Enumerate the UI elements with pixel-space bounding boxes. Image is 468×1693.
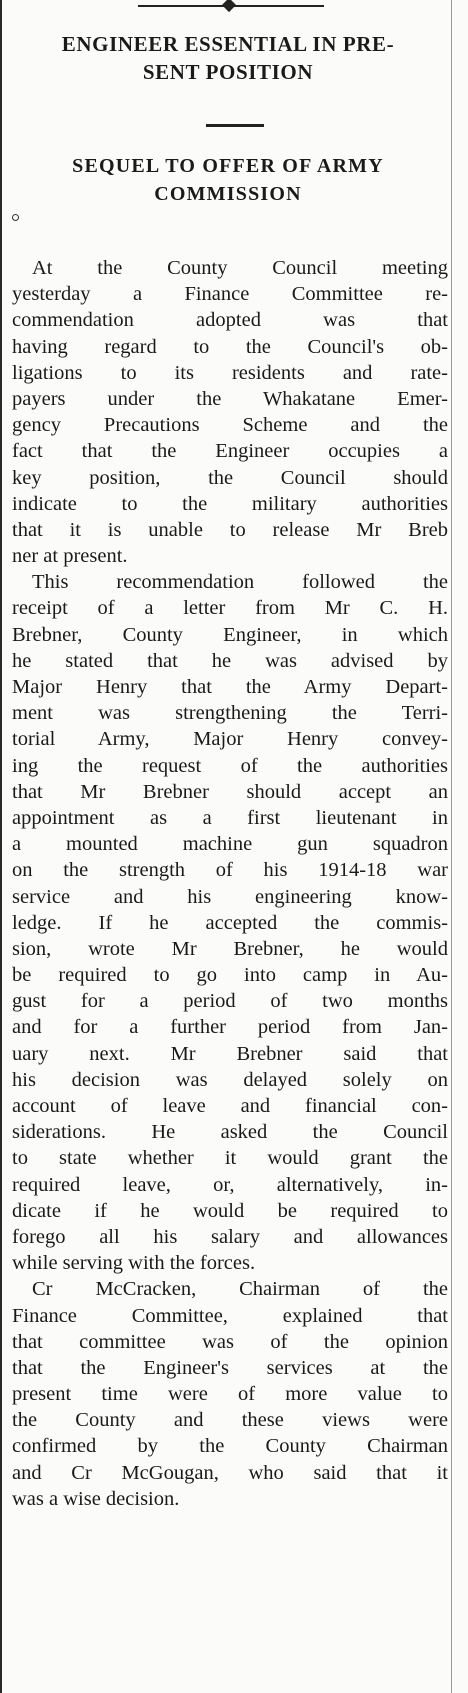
paragraph-line: payers under the Whakatane Emer- [12, 387, 448, 410]
paragraph-line: key position, the Council should [12, 466, 448, 489]
paragraph-line: confirmed by the County Chairman [12, 1435, 448, 1458]
paragraph-line: siderations. He asked the Council [12, 1121, 448, 1144]
paragraph-line: Brebner, County Engineer, in which [12, 623, 448, 646]
paragraph-line: fact that the Engineer occupies a [12, 440, 448, 463]
paragraph-line: present time were of more value to [12, 1383, 448, 1406]
paragraph-line: yesterday a Finance Committee re- [12, 283, 448, 306]
paragraph-line: that Mr Brebner should accept an [12, 780, 448, 803]
paragraph-line: and for a further period from Jan- [12, 1016, 448, 1039]
paragraph-line: service and his engineering know- [12, 885, 448, 908]
paragraph-line: uary next. Mr Brebner said that [12, 1042, 448, 1065]
paragraph-line: required leave, or, alternatively, in- [12, 1173, 448, 1196]
paragraph-line: that it is unable to release Mr Breb [12, 518, 448, 541]
headline: ENGINEER ESSENTIAL IN PRE- SENT POSITION [61, 32, 395, 84]
paragraph-line: that committee was of the opinion [12, 1330, 448, 1353]
article-paragraph [12, 569, 448, 1276]
article-paragraph [12, 1276, 448, 1512]
paragraph-line: receipt of a letter from Mr C. H. [12, 597, 448, 620]
article-paragraph [12, 255, 448, 569]
paragraph-line: to state whether it would grant the [12, 1147, 448, 1170]
paragraph-line: Cr McCracken, Chairman of the [32, 1278, 448, 1301]
paragraph-line: ledge. If he accepted the commis- [12, 911, 448, 934]
paragraph-line: forego all his salary and allowances [12, 1225, 448, 1248]
paragraph-line: torial Army, Major Henry convey- [12, 728, 448, 751]
article-body [12, 255, 448, 1512]
paragraph-line: ing the request of the authorities [12, 754, 448, 777]
paragraph-line: ligations to its residents and rate- [12, 361, 448, 384]
paragraph-line: sion, wrote Mr Brebner, he would [12, 937, 448, 960]
paragraph-line: was a wise decision. [12, 1487, 180, 1510]
top-rule-ornament [222, 0, 236, 12]
paragraph-line: ner at present. [12, 545, 128, 568]
paragraph-line: At the County Council meeting [32, 257, 448, 279]
paragraph-line: This recommendation followed the [32, 571, 448, 594]
subheadline: SEQUEL TO OFFER OF ARMY COMMISSION [72, 155, 384, 205]
paragraph-line: and Cr McGougan, who said that it [12, 1461, 448, 1484]
paragraph-line: gust for a period of two months [12, 990, 448, 1013]
paragraph-line: a mounted machine gun squadron [12, 833, 448, 856]
paragraph-line: that the Engineer's services at the [12, 1356, 448, 1379]
paragraph-line: on the strength of his 1914-18 war [12, 859, 448, 882]
print-speck [12, 214, 19, 221]
headline-divider [206, 124, 264, 127]
paragraph-line: appointment as a first lieutenant in [12, 806, 448, 829]
paragraph-line: indicate to the military authorities [12, 492, 448, 515]
paragraph-line: Major Henry that the Army Depart- [12, 676, 448, 698]
paragraph-line: commendation adopted was that [12, 309, 448, 332]
paragraph-line: ment was strengthening the Terri- [12, 702, 448, 725]
paragraph-line: dicate if he would be required to [12, 1199, 448, 1222]
paragraph-line: while serving with the forces. [12, 1252, 256, 1275]
paragraph-line: be required to go into camp in Au- [12, 964, 448, 987]
paragraph-line: the County and these views were [12, 1409, 448, 1432]
paragraph-line: his decision was delayed solely on [12, 1068, 448, 1091]
paragraph-line: Finance Committee, explained that [12, 1304, 448, 1327]
paragraph-line: gency Precautions Scheme and the [12, 414, 448, 437]
paragraph-line: account of leave and financial con- [12, 1095, 448, 1117]
paragraph-line: he stated that he was advised by [12, 649, 448, 672]
paragraph-line: having regard to the Council's ob- [12, 335, 448, 358]
